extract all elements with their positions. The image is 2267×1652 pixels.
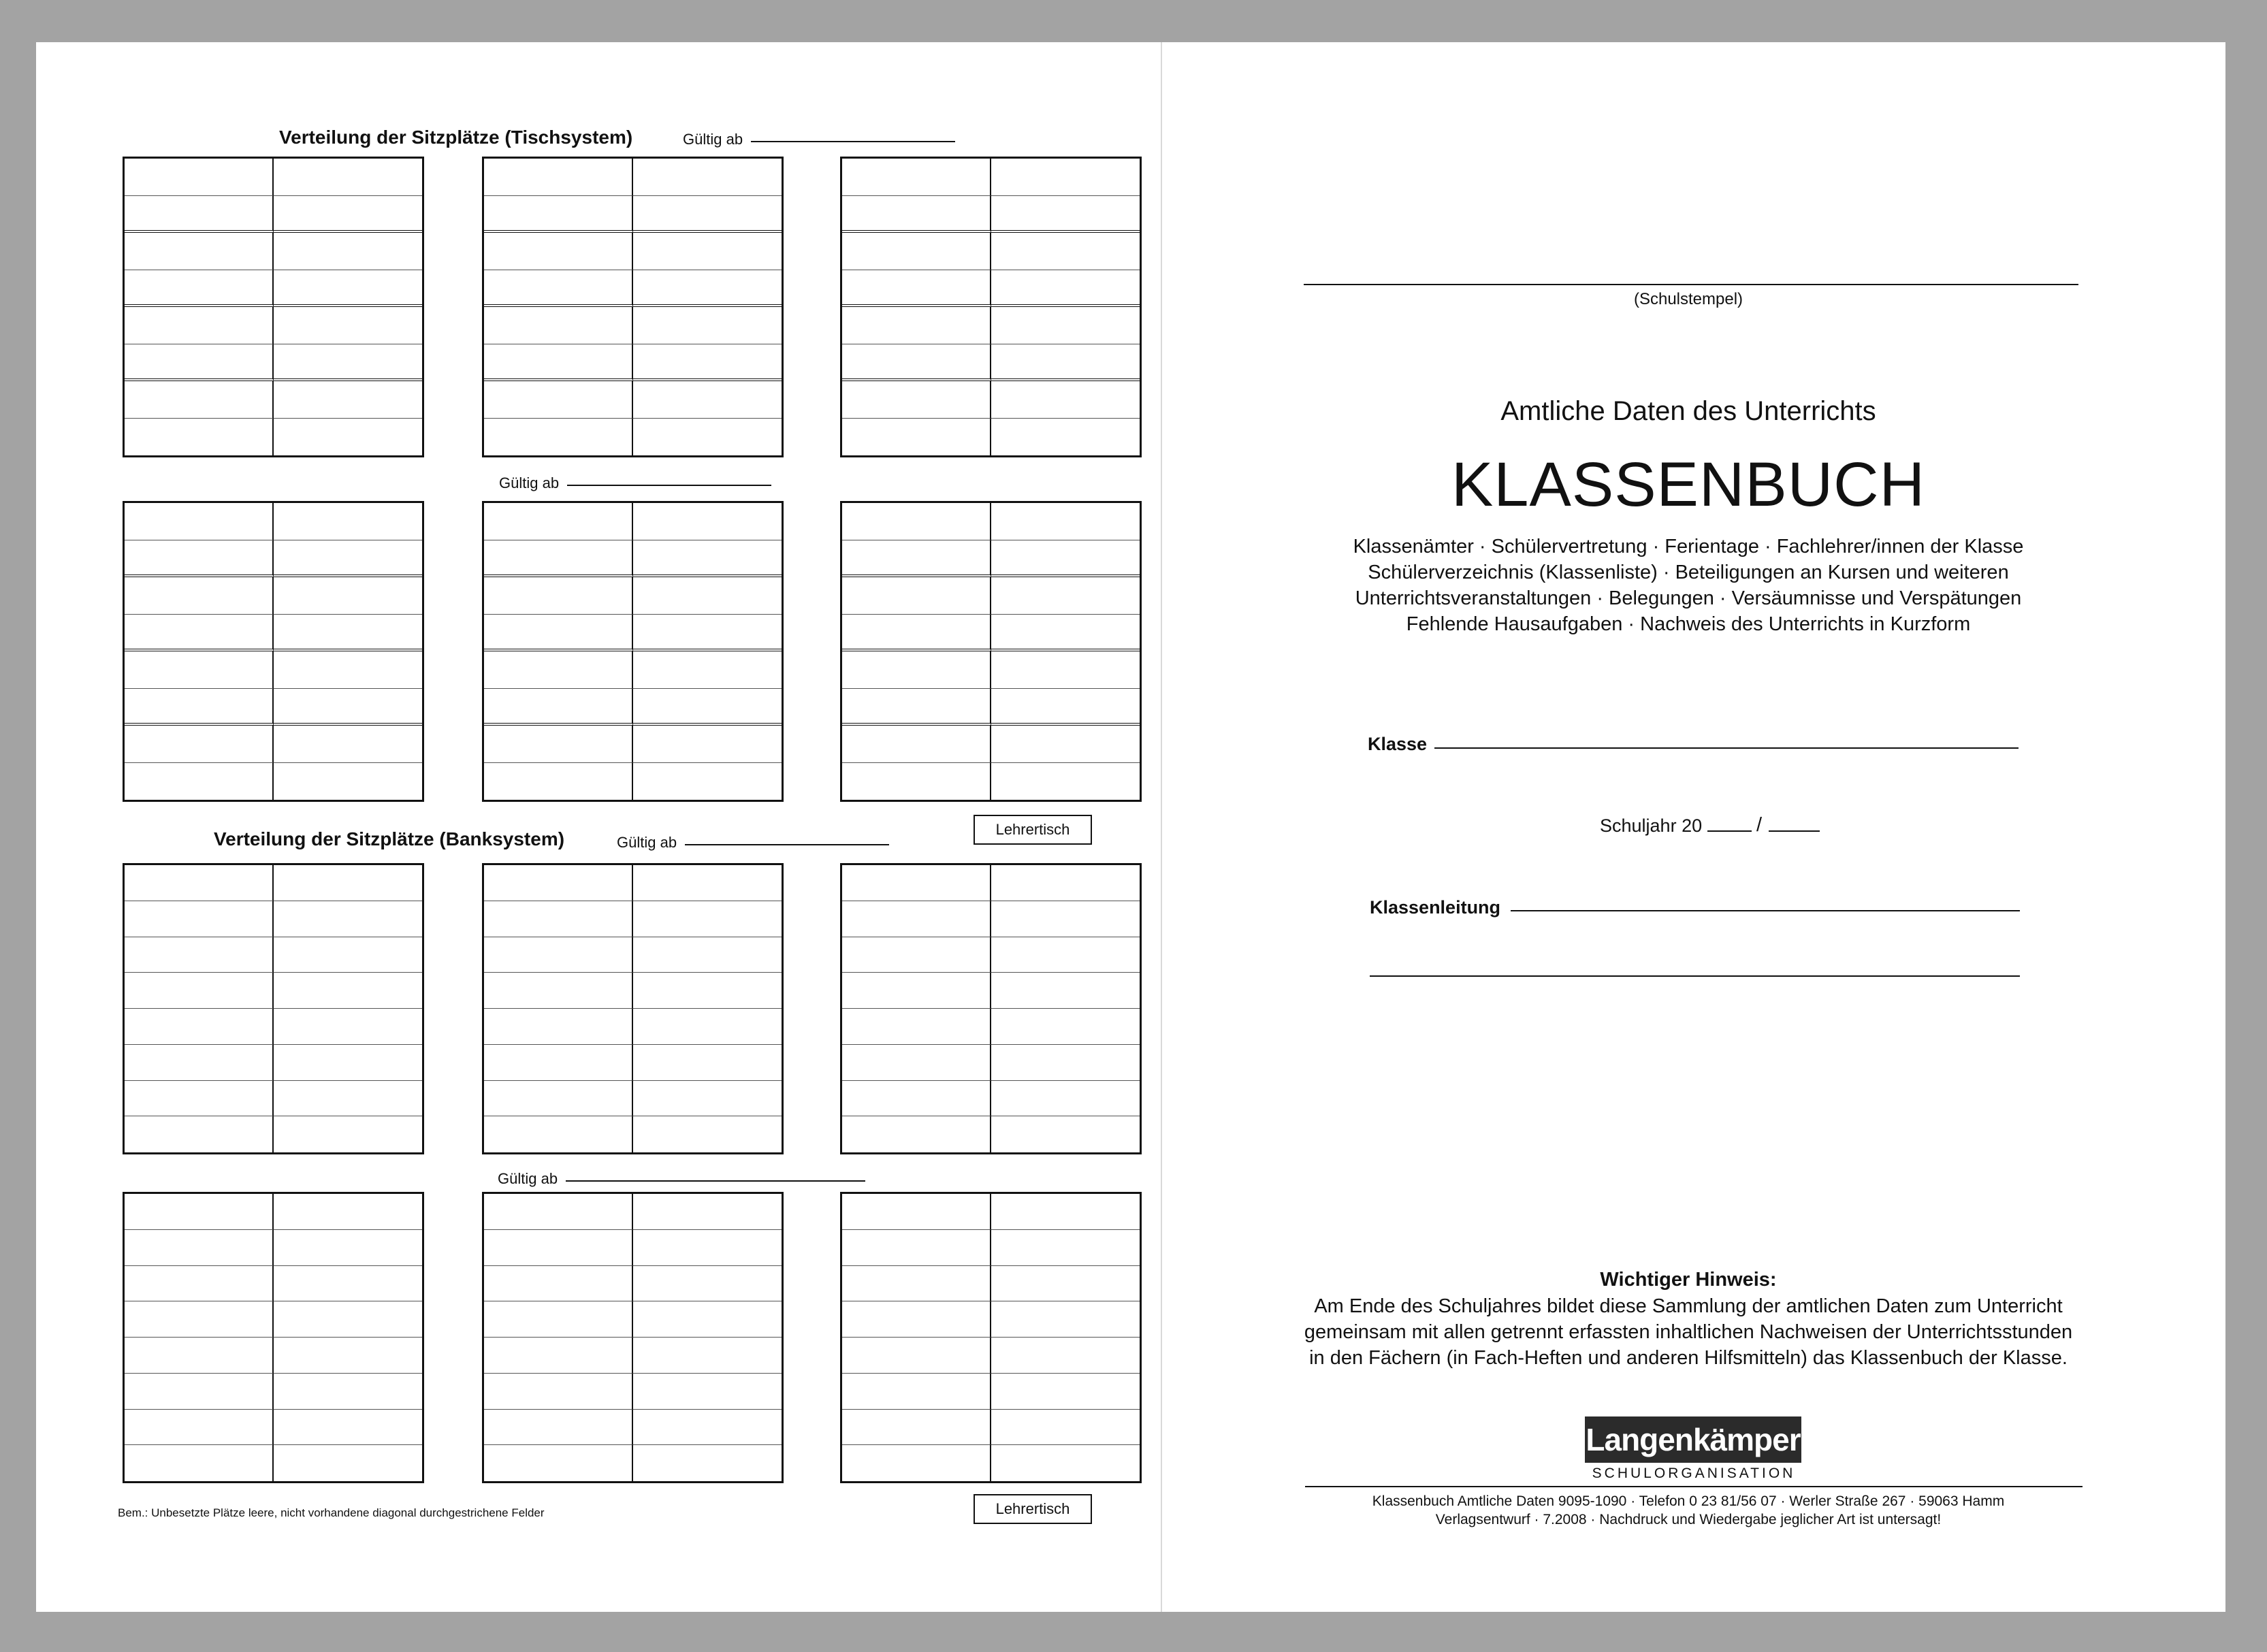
seat-cell[interactable] [633,1410,782,1446]
seat-cell[interactable] [484,1081,633,1117]
seat-cell[interactable] [125,503,274,540]
seat-cell[interactable] [274,233,423,270]
seat-grid-bank [482,1192,784,1483]
seat-cell[interactable] [484,1009,633,1045]
seat-cell[interactable] [484,865,633,901]
contents-list [1280,534,2097,637]
seat-cell[interactable] [991,763,1140,800]
seat-cell[interactable] [274,1410,423,1446]
seat-cell[interactable] [484,419,633,456]
seat-cell[interactable] [633,1338,782,1374]
gueltig-ab-label: Gültig ab [617,834,677,851]
seat-grid-bank [482,863,784,1154]
seat-cell[interactable] [274,577,423,615]
seat-cell[interactable] [125,1338,274,1374]
seat-cell[interactable] [842,381,991,419]
seat-cell[interactable] [274,344,423,382]
stamp-line [1304,284,2078,285]
seat-cell[interactable] [633,503,782,540]
seat-cell[interactable] [842,196,991,233]
subtitle: Amtliche Daten des Unterrichts [1500,396,1876,426]
footnote: Bem.: Unbesetzte Plätze leere, nicht vorhandene diagonal durchgestrichene Felder [118,1506,545,1519]
hint-line: gemeinsam mit allen getrennt erfassten inhaltlichen Nachweisen der Unterrichtsstunden [1304,1321,2073,1343]
seat-cell[interactable] [274,1116,423,1152]
seat-cell[interactable] [125,307,274,344]
seat-cell[interactable] [991,1338,1140,1374]
seat-cell[interactable] [274,689,423,726]
seat-cell[interactable] [125,1194,274,1230]
seat-cell[interactable] [633,726,782,763]
contents-line: Fehlende Hausaufgaben · Nachweis des Unterrichts in Kurzform [1406,613,1971,635]
seat-cell[interactable] [633,1445,782,1481]
tisch-heading: Verteilung der Sitzplätze (Tischsystem) [279,127,633,148]
seat-cell[interactable] [125,901,274,937]
seat-cell[interactable] [484,196,633,233]
seat-cell[interactable] [633,1045,782,1081]
seat-cell[interactable] [125,196,274,233]
publisher-logo: Langenkämper [1585,1416,1801,1463]
seat-cell[interactable] [274,865,423,901]
seat-cell[interactable] [991,233,1140,270]
seat-cell[interactable] [633,689,782,726]
seat-cell[interactable] [274,1266,423,1302]
seat-cell[interactable] [484,1194,633,1230]
seat-cell[interactable] [842,937,991,973]
seat-cell[interactable] [991,1266,1140,1302]
klasse-field[interactable] [1434,747,2019,749]
seat-cell[interactable] [125,1445,274,1481]
seat-cell[interactable] [484,233,633,270]
seat-grid-tisch [482,501,784,802]
schuljahr-label: Schuljahr 20 [1600,815,1703,836]
seat-cell[interactable] [484,726,633,763]
seat-cell[interactable] [484,1301,633,1338]
seat-cell[interactable] [842,503,991,540]
seat-grid-tisch [123,157,424,457]
seat-cell[interactable] [274,307,423,344]
seat-grid-bank [123,863,424,1154]
seat-cell[interactable] [842,1116,991,1152]
seat-cell[interactable] [842,1081,991,1117]
seat-cell[interactable] [842,1230,991,1266]
seat-cell[interactable] [125,726,274,763]
schuljahr-field-end[interactable] [1769,830,1820,832]
seat-cell[interactable] [842,615,991,652]
seat-cell[interactable] [274,1081,423,1117]
seat-grid-bank [840,1192,1142,1483]
seat-cell[interactable] [484,577,633,615]
seat-cell[interactable] [991,973,1140,1009]
seat-cell[interactable] [842,159,991,196]
seat-grid-bank [840,863,1142,1154]
seat-cell[interactable] [125,1045,274,1081]
seat-cell[interactable] [125,615,274,652]
seat-cell[interactable] [991,901,1140,937]
seat-cell[interactable] [274,1194,423,1230]
gueltig-ab-line[interactable] [566,1180,865,1182]
seat-cell[interactable] [991,651,1140,689]
seat-cell[interactable] [842,419,991,456]
seat-cell[interactable] [991,307,1140,344]
gueltig-ab-label: Gültig ab [683,131,743,148]
klasse-label: Klasse [1368,734,1428,754]
seat-cell[interactable] [842,577,991,615]
hint-text [1246,1293,2131,1371]
gueltig-ab-line[interactable] [567,485,771,486]
seat-cell[interactable] [842,1445,991,1481]
seat-cell[interactable] [274,1338,423,1374]
seat-cell[interactable] [274,270,423,308]
seat-cell[interactable] [484,1338,633,1374]
gueltig-ab-label: Gültig ab [498,1170,558,1187]
hint-title: Wichtiger Hinweis: [1600,1269,1777,1291]
seat-cell[interactable] [842,344,991,382]
seat-cell[interactable] [125,1374,274,1410]
seat-cell[interactable] [842,270,991,308]
seat-cell[interactable] [484,1230,633,1266]
seat-cell[interactable] [274,419,423,456]
seat-cell[interactable] [633,1374,782,1410]
seat-cell[interactable] [274,1445,423,1481]
seat-cell[interactable] [842,1045,991,1081]
seat-cell[interactable] [991,503,1140,540]
contents-line: Schülerverzeichnis (Klassenliste) · Beteiligungen an Kursen und weiteren [1368,562,2009,583]
seat-cell[interactable] [125,865,274,901]
seat-cell[interactable] [633,1009,782,1045]
seat-cell[interactable] [274,1045,423,1081]
seat-cell[interactable] [633,651,782,689]
seat-grid-tisch [482,157,784,457]
seat-grid-tisch [840,501,1142,802]
seat-cell[interactable] [633,763,782,800]
seat-cell[interactable] [484,615,633,652]
seat-cell[interactable] [991,937,1140,973]
seat-cell[interactable] [842,307,991,344]
seat-cell[interactable] [991,419,1140,456]
seat-cell[interactable] [991,196,1140,233]
seat-cell[interactable] [274,726,423,763]
seat-cell[interactable] [991,344,1140,382]
seat-cell[interactable] [991,270,1140,308]
klassenleitung-label: Klassenleitung [1370,897,1501,918]
seat-cell[interactable] [991,159,1140,196]
seat-cell[interactable] [991,540,1140,578]
seat-cell[interactable] [125,651,274,689]
seat-cell[interactable] [991,1009,1140,1045]
seat-cell[interactable] [633,937,782,973]
gueltig-ab-line[interactable] [751,141,955,142]
seat-cell[interactable] [125,763,274,800]
seat-cell[interactable] [633,1230,782,1266]
seat-cell[interactable] [274,1374,423,1410]
seat-cell[interactable] [274,196,423,233]
seat-cell[interactable] [991,1445,1140,1481]
seat-grid-tisch [840,157,1142,457]
seat-cell[interactable] [484,159,633,196]
seat-cell[interactable] [633,419,782,456]
seat-cell[interactable] [274,503,423,540]
seat-cell[interactable] [633,1266,782,1302]
seat-cell[interactable] [484,1045,633,1081]
seat-cell[interactable] [842,1194,991,1230]
seat-cell[interactable] [991,1081,1140,1117]
seat-cell[interactable] [842,1301,991,1338]
seat-cell[interactable] [484,1410,633,1446]
seat-cell[interactable] [125,1230,274,1266]
seat-grid-tisch [123,501,424,802]
seat-cell[interactable] [633,307,782,344]
seat-cell[interactable] [125,233,274,270]
seat-cell[interactable] [633,381,782,419]
seat-cell[interactable] [991,1301,1140,1338]
seat-cell[interactable] [484,901,633,937]
seat-cell[interactable] [842,726,991,763]
seat-cell[interactable] [274,381,423,419]
gueltig-ab-label: Gültig ab [499,474,560,491]
seat-cell[interactable] [125,540,274,578]
seat-cell[interactable] [842,1009,991,1045]
seat-cell[interactable] [633,865,782,901]
seat-cell[interactable] [484,270,633,308]
seat-cell[interactable] [633,196,782,233]
seat-cell[interactable] [125,1009,274,1045]
seat-cell[interactable] [125,419,274,456]
seat-cell[interactable] [484,1445,633,1481]
seat-cell[interactable] [274,651,423,689]
seat-cell[interactable] [991,689,1140,726]
seat-cell[interactable] [633,901,782,937]
page-title: KLASSENBUCH [1451,450,1926,519]
seat-cell[interactable] [484,381,633,419]
imprint [1280,1492,2097,1529]
seat-cell[interactable] [125,689,274,726]
seat-cell[interactable] [633,1081,782,1117]
seat-cell[interactable] [991,577,1140,615]
seat-cell[interactable] [274,1301,423,1338]
seat-cell[interactable] [274,973,423,1009]
seat-cell[interactable] [484,344,633,382]
seat-cell[interactable] [484,1374,633,1410]
seat-cell[interactable] [484,763,633,800]
hint-line: in den Fächern (in Fach-Heften und anderen Hilfsmitteln) das Klassenbuch der Klasse. [1309,1347,2068,1369]
seat-cell[interactable] [842,865,991,901]
seat-cell[interactable] [125,1301,274,1338]
seat-cell[interactable] [991,381,1140,419]
seat-cell[interactable] [991,1194,1140,1230]
schuljahr-slash: / [1756,814,1763,836]
seat-cell[interactable] [991,865,1140,901]
seat-cell[interactable] [274,937,423,973]
seat-cell[interactable] [484,503,633,540]
gueltig-ab-line[interactable] [685,844,889,845]
klassenleitung-field-2[interactable] [1370,975,2020,977]
seat-cell[interactable] [274,763,423,800]
seat-cell[interactable] [484,1266,633,1302]
seat-cell[interactable] [991,1374,1140,1410]
seat-cell[interactable] [274,159,423,196]
seat-cell[interactable] [274,1009,423,1045]
seat-cell[interactable] [125,1081,274,1117]
seat-cell[interactable] [274,901,423,937]
seat-cell[interactable] [125,344,274,382]
seat-cell[interactable] [991,615,1140,652]
seat-cell[interactable] [125,1116,274,1152]
seat-cell[interactable] [842,689,991,726]
seat-cell[interactable] [991,1045,1140,1081]
seat-cell[interactable] [125,159,274,196]
seat-cell[interactable] [125,1410,274,1446]
seat-cell[interactable] [484,689,633,726]
seat-cell[interactable] [633,344,782,382]
seat-cell[interactable] [484,307,633,344]
seat-cell[interactable] [842,1338,991,1374]
lehrertisch-box: Lehrertisch [974,815,1092,845]
seat-cell[interactable] [842,233,991,270]
imprint-line: Verlagsentwurf · 7.2008 · Nachdruck und Wiedergabe jeglicher Art ist untersagt! [1435,1512,1942,1527]
contents-line: Unterrichtsveranstaltungen · Belegungen · Versäumnisse und Verspätungen [1355,587,2022,609]
publisher-logo-sub: SCHULORGANISATION [1592,1465,1796,1481]
seat-cell[interactable] [991,1230,1140,1266]
stamp-label: (Schulstempel) [1633,290,1743,308]
seat-cell[interactable] [484,973,633,1009]
seat-cell[interactable] [842,973,991,1009]
seat-grid-bank [123,1192,424,1483]
bank-heading: Verteilung der Sitzplätze (Banksystem) [214,828,565,849]
seat-cell[interactable] [484,1116,633,1152]
seat-cell[interactable] [633,270,782,308]
contents-line: Klassenämter · Schülervertretung · Ferientage · Fachlehrer/innen der Klasse [1353,536,2024,557]
seat-cell[interactable] [991,1410,1140,1446]
seat-cell[interactable] [991,726,1140,763]
seat-cell[interactable] [842,651,991,689]
seat-cell[interactable] [633,159,782,196]
seat-cell[interactable] [274,1230,423,1266]
page-fold [1161,42,1162,1612]
seat-cell[interactable] [633,577,782,615]
seat-cell[interactable] [633,1194,782,1230]
seat-cell[interactable] [125,1266,274,1302]
seat-cell[interactable] [484,651,633,689]
seat-cell[interactable] [633,1116,782,1152]
seat-cell[interactable] [633,540,782,578]
seat-cell[interactable] [274,540,423,578]
seat-cell[interactable] [125,381,274,419]
imprint-line: Klassenbuch Amtliche Daten 9095-1090 · Telefon 0 23 81/56 07 · Werler Straße 267 · 59063 Hamm [1372,1493,2005,1509]
seat-cell[interactable] [991,1116,1140,1152]
lehrertisch-box: Lehrertisch [974,1494,1092,1524]
seat-cell[interactable] [125,270,274,308]
seat-cell[interactable] [842,1266,991,1302]
seat-cell[interactable] [125,577,274,615]
imprint-rule [1305,1486,2083,1487]
seat-cell[interactable] [125,937,274,973]
seat-cell[interactable] [125,973,274,1009]
seat-cell[interactable] [274,615,423,652]
seat-cell[interactable] [633,1301,782,1338]
seat-cell[interactable] [633,233,782,270]
seat-cell[interactable] [484,540,633,578]
seat-cell[interactable] [842,901,991,937]
seat-cell[interactable] [633,615,782,652]
seat-cell[interactable] [842,763,991,800]
seat-cell[interactable] [842,1410,991,1446]
hint-line: Am Ende des Schuljahres bildet diese Sammlung der amtlichen Daten zum Unterricht [1314,1295,2063,1317]
seat-cell[interactable] [842,1374,991,1410]
seat-cell[interactable] [484,937,633,973]
klassenleitung-field[interactable] [1511,910,2020,911]
schuljahr-field-start[interactable] [1707,830,1752,832]
seat-cell[interactable] [842,540,991,578]
seat-cell[interactable] [633,973,782,1009]
